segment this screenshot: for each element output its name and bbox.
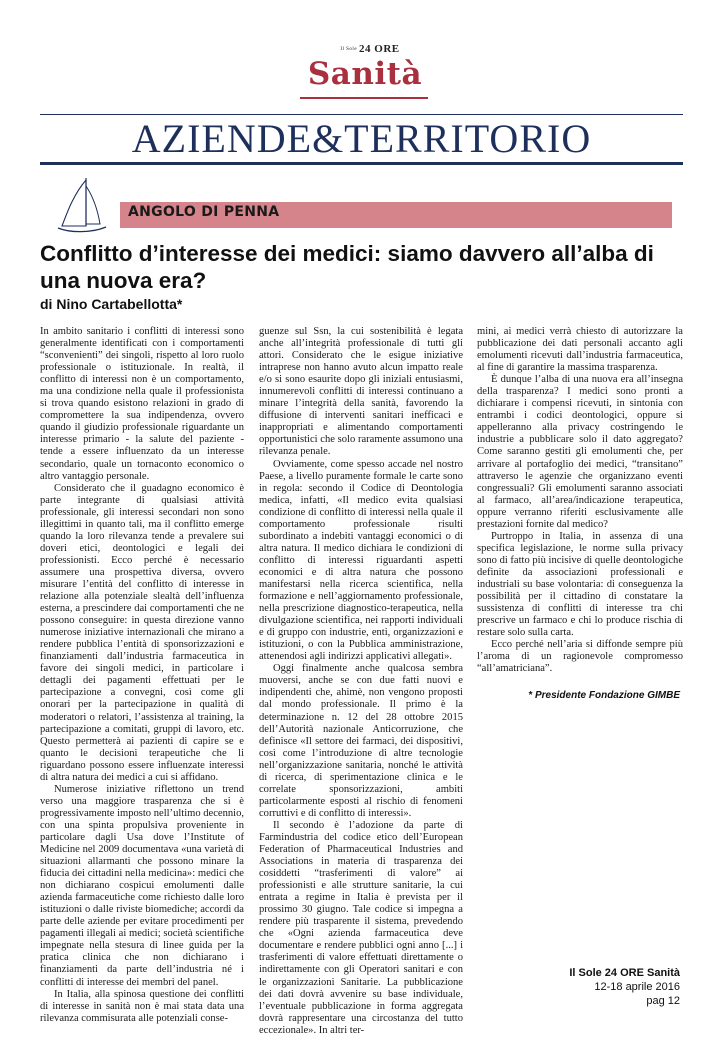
paragraph: mini, ai medici verrà chiesto di autorizzare la pubblicazione dei dati personali accanto agli emolumenti ricevuti dall’industria farmaceutica, al fine di garantire la massima trasparenza.	[477, 326, 683, 374]
page-footer	[520, 966, 680, 1008]
masthead-supra-text: 24 ORE	[359, 43, 400, 55]
paragraph: Purtroppo in Italia, in assenza di una specifica legislazione, le norme sulla privacy sono di fatto più incisive di quelle deontologiche definite da associazioni professionali e industriali su base volontaria: di conseguenza la possibilità per il cittadino di constatare la sussistenza di conflitti di interesse tra chi prescrive un farmaco e chi lo produce rischia di restare solo sulla carta.	[477, 530, 683, 639]
paragraph: guenze sul Ssn, la cui sostenibilità è legata anche all’integrità professionale di tutti gli attori. Considerato che le esigue iniziative intraprese non hanno avuto alcun impatto reale e/o si sono esaurite dopo gli iniziali entusiasmi, innumerevoli conflitti di interessi continuano a minare l’integrità della sanità, favorendo la diffusione di interventi sanitari inefficaci e inappropriati e alimentando comportamenti opportunistici che solo raramente assumono una rilevanza penale.	[259, 326, 463, 458]
footer-publication: Il Sole 24 ORE Sanità	[569, 967, 680, 979]
section-title: AZIENDE&TERRITORIO	[131, 116, 592, 161]
masthead-rule	[300, 97, 428, 99]
paragraph: Ecco perché nell’aria si diffonde sempre più l’aroma di un ragionevole compromesso “all’amatriciana”.	[477, 639, 683, 675]
article-headline: Conflitto d’interesse dei medici: siamo davvero all’alba di una nuova era?	[40, 241, 654, 293]
rubric-label: ANGOLO DI PENNA	[128, 204, 280, 220]
footer-date: 12-18 aprile 2016	[594, 981, 680, 993]
paragraph: Ovviamente, come spesso accade nel nostro Paese, a livello puramente formale le carte sono in regola: secondo il Codice di Deontologia medica, infatti, «Il medico evita qualsiasi condizione di conflitto di interessi nella quale il comportamento professionale risulti subordinato a indebiti vantaggi economici o di altra natura. Il medico dichiara le condizioni di conflitto di interessi riguardanti aspetti economici e di altra natura che possono manifestarsi nella ricerca scientifica, nella formazione e nell’aggiornamento professionale, nella prescrizione diagnostico-terapeutica, nella divulgazione scientifica, nei rapporti individuali e di gruppo con industrie, enti, organizzazioni e istituzioni, o con la Pubblica amministrazione, attenendosi agli indirizzi applicativi allegati».	[259, 458, 463, 663]
paragraph: In ambito sanitario i conflitti di interessi sono generalmente identificati con i comportamenti “sconvenienti” dei singoli, rispetto al loro ruolo professionale o istituzionale. In realtà, il conflitto di interessi non è un comportamento, ma una condizione nella quale il professionista si trova quando esistono relazioni in grado di compromettere la sua indipendenza, ovvero quando il giudizio professionale riguardante un interesse primario - la salute del paziente - tende a essere influenzato da un interesse secondario, quale un tornaconto economico o altro vantaggio personale.	[40, 326, 244, 482]
article-byline: di Nino Cartabellotta*	[40, 296, 183, 312]
paragraph: Considerato che il guadagno economico è parte integrante di qualsiasi attività professionale, gli interessi secondari non sono illegittimi in quanto tali, ma il conflitto emerge quando la loro rilevanza tende a prevalere sui doveri etici, deontologici e legali dei professionisti. Ecco perché è necessario assumere una prospettiva diversa, ovvero misurare l’entità del conflitto di interesse in relazione alla potenziale slealtà dell’influenza esterna, a prescindere dai comportamenti che ne possono conseguire: in questa direzione vanno numerose iniziative internazionali che mirano a rendere pubblica l’entità di sponsorizzazioni e finanziamenti dall’industria farmaceutica in favore dei singoli medici, in particolare i dettagli dei pagamenti effettuati per le partecipazione a convegni, così come gli onorari per la partecipazione in qualità di moderatori o relatori, l’assistenza al training, la partecipazione a comitati, gruppi di lavoro, etc. Questo permetterà ai pazienti di capire se e quanto le decisioni terapeutiche che li riguardano possono essere influenzate interessi di altra natura dei medici a cui si affidano.	[40, 482, 244, 783]
section-rule-top	[40, 114, 683, 115]
paragraph: Il secondo è l’adozione da parte di Farmindustria del codice etico dell’European Federation of Pharmaceutical Industries and Associations in materia di trasparenza dei cosiddetti “trasferimenti di valore” ai professionisti e alle strutture sanitarie, la cui entrata a regime in Italia è prevista per il prossimo 30 giugno. Tale codice si impegna a rendere più trasparente il sistema, prevedendo che «Ogni azienda farmaceutica deve documentare e rendere pubblici ogni anno [...] i trasferimenti di valore effettuati direttamente o indirettamente con gli Operatori sanitari e con le organizzazioni Sanitarie. La pubblicazione dei dati dovrà avvenire su base individuale, l’eventuale pubblicazione in forma aggregata dovrà rappresentare una circostanza del tutto eccezionale». In altri ter-	[259, 819, 463, 1036]
article-column-1	[40, 326, 244, 1025]
paragraph: Oggi finalmente anche qualcosa sembra muoversi, anche se con due fatti nuovi e indipendenti che, ahimè, non vengono proposti dal mondo professionale. Il primo è la determinazione n. 12 del 28 ottobre 2015 dell’Autorità nazionale Anticorruzione, che definisce «Il settore dei farmaci, dei dispositivi, così come l’introduzione di altre tecnologie nell’organizzazione sanitaria, nonché le attività di ricerca, di sperimentazione clinica e le correlate sponsorizzazioni, ambiti particolarmente esposti al rischio di fenomeni corruttivi e di conflitto di interessi».	[259, 663, 463, 819]
sailboat-icon	[56, 176, 108, 234]
paragraph: Numerose iniziative riflettono un trend verso una maggiore trasparenza che si è progressivamente imposto nell’ultimo decennio, con una spinta propulsiva proveniente in particolare dagli Usa dove l’Institute of Medicine nel 2009 documentava «una varietà di situazioni allarmanti che possono minare la fiducia dei cittadini nella medicina»: medici che non dichiarano cospicui emolumenti dalle azienda farmaceutiche come richiesto dalle loro istituzioni o dalle riviste biomediche; accordi da parte delle aziende per evitare procedimenti per pagamenti illegali ai medici; società scientifiche impegnate nella stesura di linee guida per la pratica clinica che non dichiarano i finanziamenti da parte dell’industria né i conflitti di interesse dei membri del panel.	[40, 783, 244, 988]
paragraph: In Italia, alla spinosa questione dei conflitti di interesse in sanità non è mai stata data una rilevanza commisurata alle potenziali conse-	[40, 988, 244, 1024]
paragraph: È dunque l’alba di una nuova era all’insegna della trasparenza? I medici sono pronti a dichiarare i compensi ricevuti, in sintonia con entrambi i codici deontologici, oppure si appelleranno alla privacy costringendo le industrie a pubblicare solo il dato aggregato? Come saranno gestiti gli emolumenti che, per arrivare al portafoglio dei medici, “transitano” attraverso le agenzie che organizzano eventi congressuali? Gli emolumenti saranno associati al farmaco, all’area/indicazione terapeutica, oppure verranno riferiti esclusivamente alle prestazioni fornite dal medico?	[477, 374, 683, 530]
article-column-2	[259, 326, 463, 1037]
section-rule-bottom	[40, 162, 683, 165]
article-column-3	[477, 326, 683, 675]
masthead-supra-small: Il Sole	[340, 46, 358, 52]
author-note: * Presidente Fondazione GIMBE	[528, 690, 680, 701]
masthead-logo: Sanità	[307, 56, 423, 92]
footer-page-number: pag 12	[646, 995, 680, 1007]
